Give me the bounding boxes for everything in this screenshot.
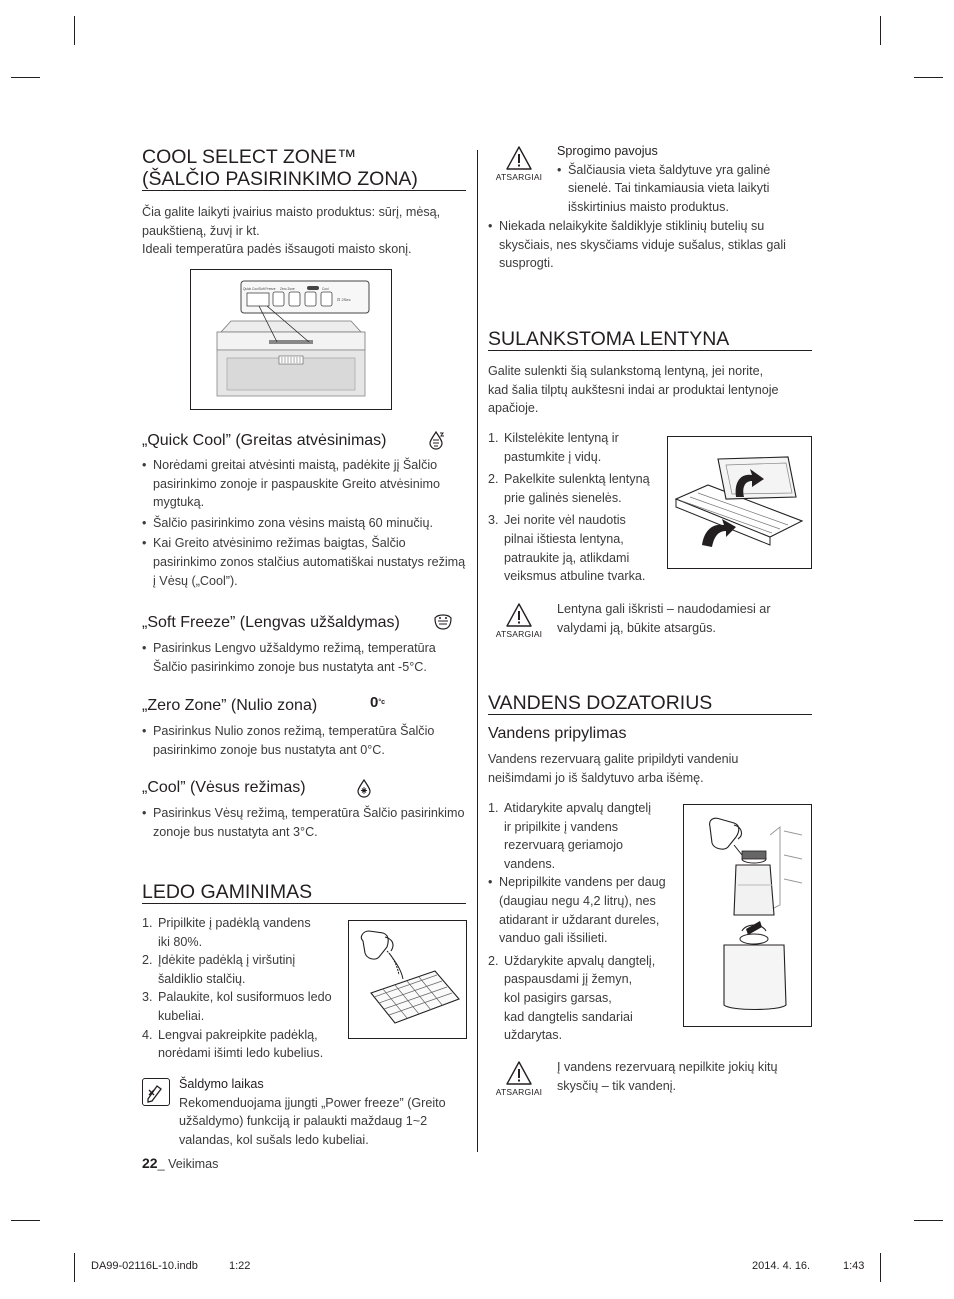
glass-bottle-warning bbox=[488, 217, 818, 273]
crop-mark bbox=[11, 77, 40, 78]
intro-line: paukštieną, žuvį ir kt. bbox=[142, 223, 260, 238]
intro-text bbox=[142, 203, 472, 259]
intro-line: Galite sulenkti šią sulankstomą lentyną, jei norite, bbox=[488, 364, 764, 378]
crop-mark bbox=[914, 1220, 943, 1221]
step-number: 2. bbox=[488, 472, 499, 487]
step-number: 3. bbox=[142, 990, 153, 1005]
cool-heading: „Cool” (Vėsus režimas) bbox=[142, 779, 306, 796]
warning-line: Lentyna gali iškristi – naudodamiesi ar bbox=[557, 602, 771, 616]
bullet: • bbox=[488, 875, 493, 890]
warning-line: valydami ją, būkite atsargūs. bbox=[557, 620, 716, 635]
zero-zone-heading: „Zero Zone” (Nulio zona) bbox=[142, 697, 318, 714]
step-line: šaldiklio stalčių. bbox=[158, 971, 246, 986]
warning-badge bbox=[492, 602, 546, 639]
bullet-line: išskirtinius maisto produktus. bbox=[568, 199, 729, 214]
list-item bbox=[142, 914, 352, 951]
step-number: 3. bbox=[488, 513, 499, 528]
svg-text:Zero Zone: Zero Zone bbox=[280, 287, 295, 291]
crop-mark bbox=[914, 77, 943, 78]
bullet: • bbox=[488, 219, 493, 233]
step-line: kol pasigirs garsas, bbox=[504, 990, 612, 1005]
soft-freeze-heading: „Soft Freeze” (Lengvas užšaldymas) bbox=[142, 614, 400, 631]
section-title-sulankstoma: SULANKSTOMA LENTYNA bbox=[488, 328, 730, 350]
step-number: 1. bbox=[488, 431, 499, 445]
list-item: • Norėdami greitai atvėsinti maistą, padėkite jį Šalčio pasirinkimo zonoje ir paspauskite Greito atvėsinimo mygtuką. bbox=[142, 456, 466, 512]
list-item: • Pasirinkus Vėsų režimą, temperatūra Šalčio pasirinkimo zonoje bus nustatyta ant 3°C. bbox=[142, 804, 466, 841]
warning-label: ATSARGIAI bbox=[495, 172, 543, 182]
list-item bbox=[488, 511, 666, 585]
intro-line: Vandens rezervuarą galite pripildyti vandeniu bbox=[488, 752, 739, 766]
step-line: Lengvai pakreipkite padėklą, bbox=[158, 1027, 318, 1042]
warning-title: Sprogimo pavojus bbox=[557, 144, 658, 158]
note-title: Šaldymo laikas bbox=[179, 1077, 264, 1091]
crop-mark bbox=[11, 1220, 40, 1221]
step-number: 1. bbox=[142, 916, 153, 930]
ledo-steps bbox=[142, 914, 352, 1063]
bullet-line: Šalčiausia vieta šaldytuve yra galinė bbox=[568, 162, 771, 177]
zero-zone-icon-text: 0 bbox=[370, 694, 379, 711]
step-line: pilnai ištiesta lentyna, bbox=[504, 531, 624, 546]
list-item bbox=[557, 161, 817, 217]
water-warning-text bbox=[557, 1058, 817, 1095]
degree-mark: °c bbox=[378, 699, 386, 706]
bullet-line: skysčiais, nes skysčiams viduje sušalus, stiklas gali bbox=[499, 237, 786, 252]
intro-line: neišimdami jo iš šaldytuvo arba išėmę. bbox=[488, 770, 704, 785]
shelf-warning-text bbox=[557, 600, 817, 637]
step-line: Įdėkite padėklą į viršutinį bbox=[158, 953, 296, 968]
note-line: Rekomenduojama įjungti „Power freeze” (Greito bbox=[179, 1095, 446, 1110]
step-line: Uždarykite apvalų dangtelį, bbox=[504, 953, 656, 968]
step-line: kad dangtelis sandariai bbox=[504, 1009, 633, 1024]
step-line: veiksmus atbuline tvarka. bbox=[504, 569, 646, 584]
crop-mark bbox=[880, 1253, 881, 1282]
zero-zone-icon bbox=[370, 694, 385, 712]
cool-select-zone-illustration bbox=[190, 269, 392, 410]
bullet-line: atidarant ir uždarant dureles, bbox=[499, 912, 660, 927]
step-line: Pakelkite sulenktą lentyną bbox=[504, 472, 650, 487]
svg-text:Quick Cool: Quick Cool bbox=[243, 287, 259, 291]
step-line: kubeliai. bbox=[158, 1008, 205, 1023]
title-rule bbox=[488, 350, 812, 351]
warning-badge bbox=[492, 1060, 546, 1097]
step-line: Palaukite, kol susiformuos ledo bbox=[158, 990, 332, 1005]
step-line: Kilstelėkite lentyną ir bbox=[504, 431, 619, 445]
note-line: valandas, kol sušals ledo kubeliai. bbox=[179, 1132, 369, 1147]
warning-line: skysčių – tik vandenį. bbox=[557, 1078, 676, 1093]
list-item bbox=[488, 952, 684, 1045]
list-item bbox=[142, 951, 352, 988]
page-number: 22 bbox=[142, 1155, 158, 1171]
step-line: pastumkite į vidų. bbox=[504, 449, 602, 464]
list-item bbox=[142, 988, 352, 1025]
crop-mark bbox=[880, 16, 881, 45]
column-divider bbox=[477, 150, 478, 1152]
step-line: paspausdami jį žemyn, bbox=[504, 972, 633, 987]
bullet-line: vanduo gali išsilieti. bbox=[499, 931, 608, 946]
sulankstoma-steps bbox=[488, 429, 666, 586]
warning-badge bbox=[492, 145, 546, 182]
water-tank-illustration bbox=[683, 804, 812, 1027]
step-line: iki 80%. bbox=[158, 934, 203, 949]
folding-shelf-illustration bbox=[667, 436, 812, 569]
list-item bbox=[142, 1026, 352, 1063]
step-line: patraukite ją, atlikdami bbox=[504, 550, 630, 565]
crop-mark bbox=[74, 16, 75, 45]
step-line: Pripilkite į padėklą vandens bbox=[158, 916, 311, 930]
bullet-line: Niekada nelaikykite šaldiklyje stiklinių butelių su bbox=[499, 219, 765, 233]
list-item bbox=[488, 470, 666, 507]
intro-line: kad šalia tilptų aukštesni indai ar produktai lentynoje bbox=[488, 382, 779, 397]
note-line: užšaldymo) funkciją ir palaukti maždaug 1~2 bbox=[179, 1114, 428, 1129]
step-number: 4. bbox=[142, 1027, 153, 1042]
section-title-cool-select bbox=[142, 146, 418, 190]
vandens-steps bbox=[488, 799, 684, 1045]
list-item: • Pasirinkus Nulio zonos režimą, temperatūra Šalčio pasirinkimo zonoje bus nustatyta ant 0°C. bbox=[142, 722, 466, 759]
list-item: • Pasirinkus Lengvo užšaldymo režimą, temperatūra Šalčio pasirinkimo zonoje bus nustatyta ant -5°C. bbox=[142, 639, 466, 676]
title-rule bbox=[142, 903, 466, 904]
list-item bbox=[488, 873, 684, 947]
title-line-1: COOL SELECT ZONE™ bbox=[142, 146, 357, 168]
bullet-line: sienelė. Tai tinkamiausia vieta laikyti bbox=[568, 181, 770, 196]
step-number: 2. bbox=[142, 953, 153, 968]
vandens-intro bbox=[488, 750, 818, 787]
step-line: vandens. bbox=[504, 856, 556, 871]
vandens-subtitle: Vandens pripylimas bbox=[488, 725, 627, 742]
bullet-line: susprogti. bbox=[499, 256, 554, 271]
list-item: • Šalčio pasirinkimo zona vėsins maistą 60 minučių. bbox=[142, 514, 466, 533]
svg-text:Cool: Cool bbox=[322, 287, 329, 291]
list-item: • Kai Greito atvėsinimo režimas baigtas, Šalčio pasirinkimo zonos stalčius automatiškai nustatys režimą į Vėsų („Cool”). bbox=[142, 534, 466, 590]
step-line: Atidarykite apvalų dangtelį bbox=[504, 801, 652, 815]
warning-label: ATSARGIAI bbox=[495, 629, 543, 639]
step-line: uždarytas. bbox=[504, 1028, 563, 1043]
explosion-warning bbox=[557, 142, 817, 216]
title-rule bbox=[488, 714, 812, 715]
print-time: 1:43 bbox=[843, 1260, 865, 1272]
sulankstoma-intro bbox=[488, 362, 818, 418]
list-item bbox=[488, 217, 818, 273]
quick-cool-icon bbox=[426, 430, 446, 455]
step-line: ir pripilkite į vandens bbox=[504, 819, 619, 834]
step-line: prie galinės sienelės. bbox=[504, 490, 622, 505]
step-line: rezervuarą geriamojo bbox=[504, 838, 623, 853]
ice-tray-illustration bbox=[348, 920, 467, 1039]
title-line-2: (ŠALČIO PASIRINKIMO ZONA) bbox=[142, 168, 418, 190]
print-date: 2014. 4. 16. bbox=[752, 1260, 811, 1272]
bullet: • bbox=[557, 162, 562, 177]
warning-line: Į vandens rezervuarą nepilkite jokių kitų bbox=[557, 1060, 778, 1074]
bullet-line: Nepripilkite vandens per daug bbox=[499, 875, 666, 890]
step-number: 2. bbox=[488, 953, 499, 968]
intro-line: apačioje. bbox=[488, 401, 539, 416]
note-block bbox=[179, 1075, 474, 1149]
soft-freeze-bullets bbox=[142, 639, 466, 676]
note-icon bbox=[142, 1078, 170, 1106]
intro-line: Čia galite laikyti įvairius maisto produktus: sūrį, mėsą, bbox=[142, 205, 441, 219]
print-page: 1:22 bbox=[229, 1260, 251, 1272]
quick-cool-heading: „Quick Cool” (Greitas atvėsinimas) bbox=[142, 432, 387, 449]
title-rule bbox=[142, 190, 466, 191]
quick-cool-bullets bbox=[142, 456, 466, 590]
zero-zone-bullets bbox=[142, 722, 466, 759]
cool-bullets bbox=[142, 804, 466, 841]
soft-freeze-icon bbox=[432, 612, 454, 637]
svg-text:⊡ 2Sec: ⊡ 2Sec bbox=[337, 297, 351, 302]
cool-icon bbox=[354, 778, 374, 803]
list-item bbox=[488, 429, 666, 466]
section-title-ledo: LEDO GAMINIMAS bbox=[142, 881, 313, 903]
print-file-name: DA99-02116L-10.indb bbox=[91, 1260, 198, 1272]
bullet-line: (daugiau negu 4,2 litrų), nes bbox=[499, 893, 656, 908]
intro-line: Ideali temperatūra padės išsaugoti maisto skonį. bbox=[142, 242, 412, 257]
svg-text:Soft Freeze: Soft Freeze bbox=[259, 287, 276, 291]
page-footer bbox=[142, 1155, 218, 1171]
crop-mark bbox=[74, 1253, 75, 1282]
warning-label: ATSARGIAI bbox=[495, 1087, 543, 1097]
section-name: _ Veikimas bbox=[157, 1157, 219, 1171]
step-number: 1. bbox=[488, 801, 499, 815]
section-title-vandens: VANDENS DOZATORIUS bbox=[488, 692, 713, 714]
step-line: norėdami išimti ledo kubelius. bbox=[158, 1046, 324, 1061]
list-item bbox=[488, 799, 684, 873]
step-line: Jei norite vėl naudotis bbox=[504, 513, 626, 528]
